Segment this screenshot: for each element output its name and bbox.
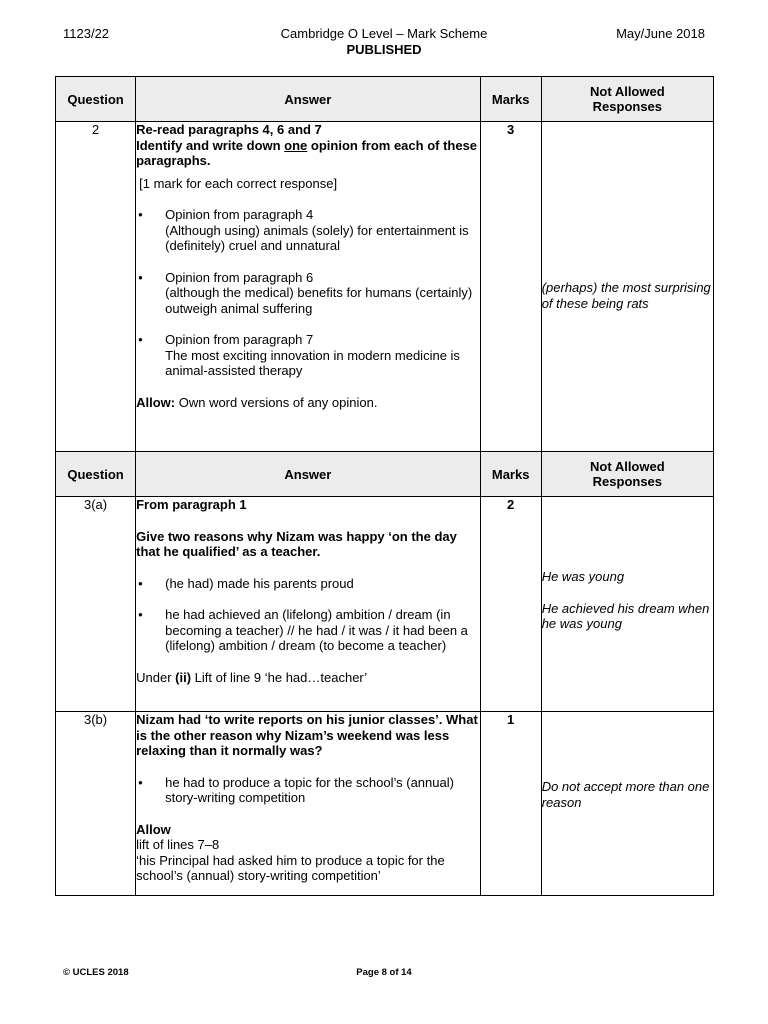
marks-value: 2 — [480, 497, 541, 712]
question-number: 3(a) — [56, 497, 136, 712]
marks-column-header: Marks — [480, 77, 541, 122]
exam-session: May/June 2018 — [616, 26, 705, 41]
question-prompt: Re-read paragraphs 4, 6 and 7 Identify and write down one opinion from each of these paragraphs. — [136, 122, 478, 168]
table-row — [56, 122, 714, 477]
question-number: 3(b) — [56, 712, 136, 896]
mark-allocation-note: [1 mark for each correct response] — [139, 175, 338, 191]
not-allowed-response: (perhaps) the most surprising of these being rats — [541, 122, 713, 477]
under-note: Under (ii) Lift of line 9 ‘he had…teacher’ — [136, 669, 368, 685]
list-item: • Opinion from paragraph 7 The most exciting innovation in modern medicine is animal-assisted therapy — [138, 332, 460, 378]
not-allowed-column-header: Not Allowed Responses — [541, 452, 713, 497]
allow-note: Allow: Own word versions of any opinion. — [136, 394, 378, 410]
answer-cell — [136, 497, 481, 712]
table-row — [56, 712, 714, 896]
question-prompt: Nizam had ‘to write reports on his junior classes’. What is the other reason why Nizam’s weekend was less relaxing than it normally was? — [136, 712, 478, 758]
answer-column-header: Answer — [136, 452, 481, 497]
question-column-header: Question — [56, 452, 136, 497]
answer-column-header: Answer — [136, 77, 481, 122]
copyright: © UCLES 2018 — [63, 967, 129, 978]
question-number: 2 — [56, 122, 136, 477]
allow-note: Allow lift of lines 7–8 ‘his Principal had asked him to produce a topic for the school’s (annual) story-writing competition’ — [136, 821, 445, 883]
mark-scheme-table-q3 — [55, 451, 714, 896]
page-number: Page 8 of 14 — [356, 967, 412, 978]
paper-code: 1123/22 — [63, 26, 110, 41]
list-item: • Opinion from paragraph 6 (although the medical) benefits for humans (certainly) outweigh animal suffering — [138, 269, 473, 316]
marks-column-header: Marks — [480, 452, 541, 497]
list-item: • Opinion from paragraph 4 (Although using) animals (solely) for entertainment is (definitely) cruel and unnatural — [138, 207, 469, 253]
answer-cell — [136, 712, 481, 896]
marks-value: 1 — [480, 712, 541, 896]
list-item: • he had to produce a topic for the school’s (annual) story-writing competition — [138, 774, 454, 805]
marks-value: 3 — [480, 122, 541, 477]
not-allowed-column-header: Not Allowed Responses — [541, 77, 713, 122]
list-item: • (he had) made his parents proud — [138, 575, 354, 591]
title-text: Cambridge O Level – Mark Scheme — [280, 26, 488, 41]
table-row — [56, 497, 714, 712]
not-allowed-response: Do not accept more than one reason — [541, 712, 713, 896]
answer-cell — [136, 122, 481, 477]
mark-scheme-table-q2 — [55, 76, 714, 477]
published-label: PUBLISHED — [346, 42, 422, 57]
table-header-row — [56, 77, 714, 122]
list-item: • he had achieved an (lifelong) ambition / dream (in becoming a teacher) // he had / it was / it had been a (lifelong) ambition / dream (to become a teacher) — [138, 607, 468, 653]
question-column-header: Question — [56, 77, 136, 122]
source-paragraph: From paragraph 1 — [136, 497, 247, 512]
not-allowed-response: He was young He achieved his dream when he was young — [541, 497, 713, 712]
table-header-row — [56, 452, 714, 497]
question-prompt: Give two reasons why Nizam was happy ‘on the day that he qualified’ as a teacher. — [136, 528, 457, 559]
